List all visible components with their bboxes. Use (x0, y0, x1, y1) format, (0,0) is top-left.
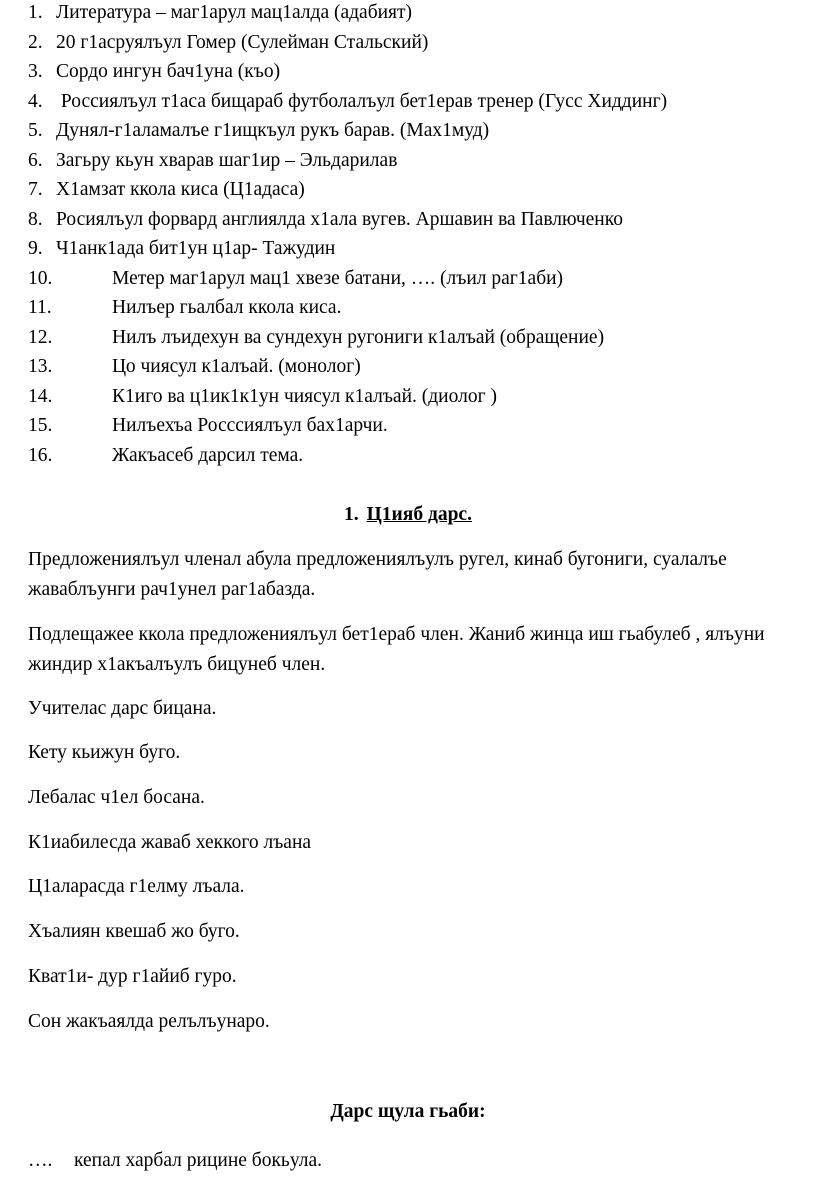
list-text: 20 г1асруялъул Гомер (Сулейман Стальский) (56, 31, 429, 53)
list-text: Дунял-г1аламалъе г1ищкъул рукъ барав. (Мах1муд) (56, 120, 490, 141)
list-text: Россиялъул т1аса бищараб футболалъул бет1ерав тренер (Гусс Хиддинг) (56, 90, 668, 112)
example-sentence: Сон жакъаялда релълъунаро. (28, 1011, 270, 1032)
list-number: 16. (28, 444, 53, 466)
list-item (28, 116, 808, 146)
list-item (28, 382, 808, 412)
list-item (28, 411, 808, 441)
list-item (28, 264, 808, 294)
list-number: 3. (28, 61, 43, 82)
list-number: 9. (28, 238, 43, 259)
example-sentence: Лебалас ч1ел босана. (28, 787, 205, 808)
example-sentence: Учителас дарс бицана. (28, 698, 217, 719)
homework-text: кепал харбал рицине бокьула. (74, 1150, 322, 1171)
list-text: Нилъ лъидехун ва сундехун ругониги к1алъай (обращение) (112, 326, 605, 348)
list-item (28, 441, 808, 471)
list-item (28, 57, 808, 87)
lesson-heading (0, 500, 816, 530)
paragraph-members: Предложениялъул членал абула предложениялъулъ ругел, кинаб бугониги, суалалъе жаваблъунги рач1унел раг1абазда. (28, 549, 727, 600)
list-number: 13. (28, 356, 53, 377)
example-sentence: Ц1аларасда г1елму лъала. (28, 876, 245, 897)
example-sentence: Кету кьижун буго. (28, 742, 181, 763)
homework-heading: Дарс щула гьаби: (330, 1101, 486, 1122)
list-text: Ч1анк1ада бит1ун ц1ар- Тажудин (56, 238, 336, 259)
list-text: Загьру кьун хварав шаг1ир – Эльдарилав (56, 149, 398, 171)
example-sentence: К1иабилесда жаваб хеккого лъана (28, 832, 312, 853)
list-item (28, 323, 808, 353)
list-item (28, 293, 808, 323)
example-sentence: Хъалиян квешаб жо буго. (28, 921, 240, 942)
lesson-heading-text: Ц1ияб дарс. (366, 504, 472, 525)
homework-line (28, 1146, 322, 1176)
list-number: 5. (28, 120, 43, 141)
list-number: 11. (28, 297, 52, 318)
list-text: Сордо ингун бач1уна (къо) (56, 61, 281, 82)
list-number: 7. (28, 179, 43, 200)
list-number: 2. (28, 31, 43, 53)
list-number: 6. (28, 149, 43, 171)
list-number: 4. (28, 90, 43, 112)
list-number: 12. (28, 326, 53, 348)
list-item (28, 0, 808, 28)
list-number: 1. (28, 2, 43, 23)
list-number: 15. (28, 415, 53, 436)
list-text: Нилъехъа Росссиялъул бах1арчи. (112, 415, 388, 436)
list-item (28, 352, 808, 382)
example-sentence: Кват1и- дур г1айиб гуро. (28, 966, 237, 987)
list-number: 8. (28, 208, 43, 230)
list-item (28, 205, 808, 235)
list-text: Литература – маг1арул мац1алда (адабият) (56, 2, 413, 23)
homework-dots: …. (28, 1150, 53, 1171)
list-item (28, 28, 808, 58)
list-item (28, 87, 808, 117)
list-text: Росиялъул форвард англиялда х1ала вугев. Аршавин ва Павлюченко (56, 208, 623, 230)
numbered-list (28, 0, 808, 472)
list-text: Жакъасеб дарсил тема. (112, 444, 304, 466)
list-item (28, 146, 808, 176)
list-text: Цо чиясул к1алъай. (монолог) (112, 356, 361, 377)
list-number: 14. (28, 385, 53, 407)
list-text: Х1амзат ккола киса (Ц1адаса) (56, 179, 305, 200)
paragraph-subject: Подлещажее ккола предложениялъул бет1ераб член. Жаниб жинца иш гьабулеб , ялъуни жиндир х1акъалъулъ бицунеб член. (28, 624, 765, 675)
lesson-heading-number: 1. (344, 504, 359, 525)
list-item (28, 234, 808, 264)
list-item (28, 175, 808, 205)
list-text: К1иго ва ц1ик1к1ун чиясул к1алъай. (диолог ) (112, 385, 497, 407)
list-number: 10. (28, 267, 53, 289)
list-text: Метер маг1арул мац1 хвезе батани, …. (лъил раг1аби) (112, 267, 564, 289)
list-text: Нилъер гьалбал ккола киса. (112, 297, 342, 318)
